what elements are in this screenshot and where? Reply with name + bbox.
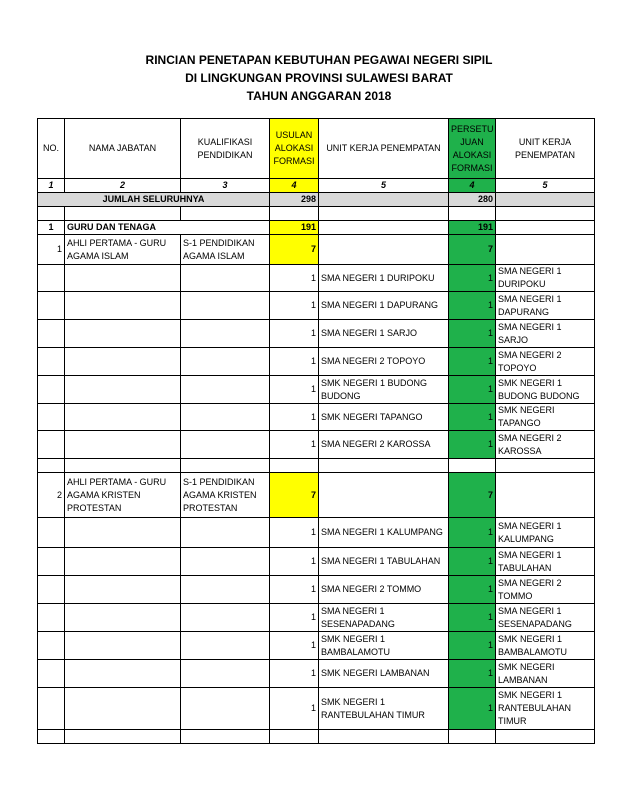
empty-cell: [65, 459, 181, 473]
empty-cell: [65, 576, 181, 604]
placement-persetujuan: 1: [449, 265, 496, 292]
totals-empty: [319, 193, 449, 207]
placement-persetujuan: 1: [449, 376, 496, 404]
placement-persetujuan: 1: [449, 688, 496, 730]
empty-cell: [38, 576, 65, 604]
placement-unit: SMK NEGERI 1 RANTEBULAHAN TIMUR: [319, 688, 449, 730]
placement-unit: SMA NEGERI 2 TOPOYO: [319, 348, 449, 376]
totals-label-text: JUMLAH SELURUHNYA: [102, 194, 205, 204]
placement-unit-2: SMA NEGERI 1 DAPURANG: [496, 292, 595, 320]
placement-row: [38, 292, 595, 320]
empty-cell: [181, 320, 270, 348]
placement-row: [38, 660, 595, 688]
position-no: 2: [38, 473, 65, 518]
placement-row: [38, 576, 595, 604]
header-unit-kerja-2: UNIT KERJA PENEMPATAN: [496, 119, 595, 179]
placement-unit: SMA NEGERI 1 KALUMPANG: [319, 518, 449, 548]
placement-usulan: 1: [270, 660, 319, 688]
empty-cell: [38, 632, 65, 660]
header-persetujuan: PERSETU JUAN ALOKASI FORMASI: [449, 119, 496, 179]
document-title-line-2: DI LINGKUNGAN PROVINSI SULAWESI BARAT: [185, 71, 453, 85]
empty-cell: [449, 207, 496, 221]
placement-unit: SMA NEGERI 1 SARJO: [319, 320, 449, 348]
position-row: [38, 473, 595, 518]
index-cell: 4: [270, 179, 319, 193]
placement-usulan: 1: [270, 576, 319, 604]
placement-usulan: 1: [270, 604, 319, 632]
placement-row: [38, 632, 595, 660]
index-cell: 1: [38, 179, 65, 193]
empty-cell: [38, 265, 65, 292]
header-nama-jabatan: NAMA JABATAN: [65, 119, 181, 179]
empty-cell: [496, 235, 595, 265]
empty-cell: [65, 207, 181, 221]
group-persetujuan: 191: [449, 221, 496, 235]
index-row: [38, 179, 595, 193]
empty-cell: [496, 459, 595, 473]
empty-cell: [181, 431, 270, 459]
placement-usulan: 1: [270, 404, 319, 431]
position-persetujuan: 7: [449, 473, 496, 518]
placement-usulan: 1: [270, 376, 319, 404]
header-row: [38, 119, 595, 179]
totals-usulan: 298: [270, 193, 319, 207]
placement-persetujuan: 1: [449, 431, 496, 459]
document-title-line-3: TAHUN ANGGARAN 2018: [246, 89, 392, 103]
empty-cell: [270, 730, 319, 744]
empty-cell: [181, 376, 270, 404]
empty-cell: [38, 730, 65, 744]
placement-usulan: 1: [270, 265, 319, 292]
header-usulan: USULAN ALOKASI FORMASI: [270, 119, 319, 179]
placement-row: [38, 431, 595, 459]
index-cell: 4: [449, 179, 496, 193]
empty-cell: [181, 604, 270, 632]
empty-cell: [38, 548, 65, 576]
empty-cell: [38, 404, 65, 431]
empty-cell: [38, 320, 65, 348]
empty-cell: [496, 221, 595, 235]
empty-cell: [38, 688, 65, 730]
empty-cell: [449, 459, 496, 473]
placement-unit-2: SMK NEGERI TAPANGO: [496, 404, 595, 431]
empty-cell: [181, 632, 270, 660]
empty-cell: [449, 730, 496, 744]
header-no: NO.: [38, 119, 65, 179]
placement-persetujuan: 1: [449, 404, 496, 431]
empty-cell: [270, 207, 319, 221]
placement-persetujuan: 1: [449, 604, 496, 632]
empty-cell: [496, 207, 595, 221]
placement-unit: SMA NEGERI 1 DURIPOKU: [319, 265, 449, 292]
placement-usulan: 1: [270, 292, 319, 320]
index-cell: 3: [181, 179, 270, 193]
placement-usulan: 1: [270, 518, 319, 548]
placement-unit: SMA NEGERI 1 DAPURANG: [319, 292, 449, 320]
position-kualifikasi: S-1 PENDIDIKAN AGAMA KRISTEN PROTESTAN: [181, 473, 270, 518]
empty-cell: [181, 348, 270, 376]
placement-persetujuan: 1: [449, 660, 496, 688]
empty-cell: [65, 604, 181, 632]
empty-cell: [38, 348, 65, 376]
spacer-row: [38, 207, 595, 221]
placement-usulan: 1: [270, 632, 319, 660]
empty-cell: [65, 431, 181, 459]
index-cell: 5: [496, 179, 595, 193]
position-name: AHLI PERTAMA - GURU AGAMA ISLAM: [65, 235, 181, 265]
placement-unit: SMK NEGERI LAMBANAN: [319, 660, 449, 688]
empty-cell: [181, 459, 270, 473]
empty-cell: [181, 265, 270, 292]
empty-cell: [181, 660, 270, 688]
empty-cell: [181, 207, 270, 221]
placement-row: [38, 688, 595, 730]
placement-unit-2: SMA NEGERI 2 KAROSSA: [496, 431, 595, 459]
placement-persetujuan: 1: [449, 320, 496, 348]
placement-persetujuan: 1: [449, 576, 496, 604]
placement-persetujuan: 1: [449, 548, 496, 576]
empty-cell: [319, 221, 449, 235]
placement-usulan: 1: [270, 548, 319, 576]
group-no: 1: [38, 221, 65, 235]
empty-cell: [319, 207, 449, 221]
formation-table: [37, 118, 595, 744]
placement-unit-2: SMA NEGERI 2 TOPOYO: [496, 348, 595, 376]
placement-unit-2: SMA NEGERI 1 SARJO: [496, 320, 595, 348]
group-row: [38, 221, 595, 235]
empty-cell: [181, 548, 270, 576]
empty-cell: [181, 292, 270, 320]
empty-cell: [38, 459, 65, 473]
placement-persetujuan: 1: [449, 348, 496, 376]
empty-cell: [65, 376, 181, 404]
position-name: AHLI PERTAMA - GURU AGAMA KRISTEN PROTESTAN: [65, 473, 181, 518]
placement-unit-2: SMA NEGERI 1 TABULAHAN: [496, 548, 595, 576]
empty-cell: [38, 207, 65, 221]
placement-row: [38, 320, 595, 348]
empty-cell: [38, 604, 65, 632]
placement-row: [38, 604, 595, 632]
placement-row: [38, 376, 595, 404]
empty-cell: [270, 459, 319, 473]
position-usulan: 7: [270, 473, 319, 518]
index-cell: 2: [65, 179, 181, 193]
placement-usulan: 1: [270, 688, 319, 730]
placement-unit-2: SMA NEGERI 2 TOMMO: [496, 576, 595, 604]
placement-row: [38, 348, 595, 376]
document-title-line-1: RINCIAN PENETAPAN KEBUTUHAN PEGAWAI NEGERI SIPIL: [145, 53, 493, 67]
empty-cell: [38, 431, 65, 459]
placement-row: [38, 518, 595, 548]
empty-cell: [319, 730, 449, 744]
header-unit-kerja: UNIT KERJA PENEMPATAN: [319, 119, 449, 179]
empty-cell: [65, 632, 181, 660]
placement-unit-2: SMK NEGERI LAMBANAN: [496, 660, 595, 688]
empty-cell: [65, 548, 181, 576]
position-row: [38, 235, 595, 265]
totals-label: [38, 193, 270, 207]
placement-unit-2: SMA NEGERI 1 SESENAPADANG: [496, 604, 595, 632]
empty-cell: [38, 292, 65, 320]
empty-cell: [65, 292, 181, 320]
placement-persetujuan: 1: [449, 292, 496, 320]
totals-empty: [496, 193, 595, 207]
position-no: 1: [38, 235, 65, 265]
placement-unit: SMA NEGERI 2 TOMMO: [319, 576, 449, 604]
placement-row: [38, 265, 595, 292]
empty-cell: [181, 518, 270, 548]
placement-persetujuan: 1: [449, 632, 496, 660]
placement-unit-2: SMA NEGERI 1 KALUMPANG: [496, 518, 595, 548]
empty-cell: [38, 376, 65, 404]
empty-cell: [65, 265, 181, 292]
placement-unit-2: SMA NEGERI 1 DURIPOKU: [496, 265, 595, 292]
empty-cell: [319, 459, 449, 473]
empty-cell: [65, 320, 181, 348]
empty-cell: [65, 660, 181, 688]
empty-cell: [65, 518, 181, 548]
placement-unit: SMK NEGERI TAPANGO: [319, 404, 449, 431]
group-name: GURU DAN TENAGA: [65, 221, 270, 235]
empty-cell: [65, 404, 181, 431]
index-cell: 5: [319, 179, 449, 193]
position-usulan: 7: [270, 235, 319, 265]
group-usulan: 191: [270, 221, 319, 235]
empty-cell: [65, 688, 181, 730]
totals-persetujuan: 280: [449, 193, 496, 207]
placement-unit-2: SMK NEGERI 1 BAMBALAMOTU: [496, 632, 595, 660]
placement-row: [38, 548, 595, 576]
empty-cell: [181, 688, 270, 730]
empty-cell: [65, 348, 181, 376]
spacer-row: [38, 459, 595, 473]
totals-row: [38, 193, 595, 207]
empty-cell: [496, 730, 595, 744]
empty-cell: [65, 730, 181, 744]
placement-unit: SMA NEGERI 1 SESENAPADANG: [319, 604, 449, 632]
position-persetujuan: 7: [449, 235, 496, 265]
empty-cell: [181, 576, 270, 604]
empty-cell: [181, 404, 270, 431]
placement-usulan: 1: [270, 320, 319, 348]
empty-cell: [38, 518, 65, 548]
placement-usulan: 1: [270, 431, 319, 459]
empty-cell: [181, 730, 270, 744]
spacer-row: [38, 730, 595, 744]
position-kualifikasi: S-1 PENDIDIKAN AGAMA ISLAM: [181, 235, 270, 265]
placement-unit-2: SMK NEGERI 1 BUDONG BUDONG: [496, 376, 595, 404]
empty-cell: [319, 473, 449, 518]
empty-cell: [38, 660, 65, 688]
header-kualifikasi: KUALIFIKASI PENDIDIKAN: [181, 119, 270, 179]
empty-cell: [319, 235, 449, 265]
placement-unit: SMA NEGERI 2 KAROSSA: [319, 431, 449, 459]
empty-cell: [496, 473, 595, 518]
placement-persetujuan: 1: [449, 518, 496, 548]
placement-unit-2: SMK NEGERI 1 RANTEBULAHAN TIMUR: [496, 688, 595, 730]
placement-row: [38, 404, 595, 431]
placement-unit: SMA NEGERI 1 TABULAHAN: [319, 548, 449, 576]
placement-unit: SMK NEGERI 1 BAMBALAMOTU: [319, 632, 449, 660]
placement-usulan: 1: [270, 348, 319, 376]
placement-unit: SMK NEGERI 1 BUDONG BUDONG: [319, 376, 449, 404]
